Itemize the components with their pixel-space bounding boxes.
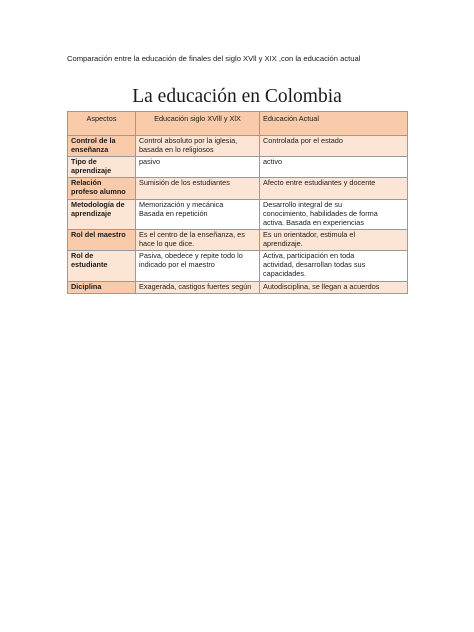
header-aspectos: Aspectos [68,112,136,136]
table-row [68,199,408,229]
row-siglo-value: Pasiva, obedece y repite todo lo indicado por el maestro [136,250,260,281]
row-aspect: Relación profeso alumno [68,177,136,199]
row-aspect: Rol de estudiante [68,250,136,281]
table-row [68,136,408,157]
table-row [68,250,408,281]
row-siglo-value: pasivo [136,156,260,177]
table-header-row [68,112,408,136]
row-aspect: Control de la enseñanza [68,136,136,157]
header-educacion-siglo: Educación siglo XVlll y XlX [136,112,260,136]
intro-line: Comparación entre la educación de finales del siglo XVll y XIX ,con la educación actual [67,54,361,63]
row-actual-value: Autodisciplina, se llegan a acuerdos [260,281,408,293]
row-actual-value: Es un orientador, estimula el aprendizaje. [260,229,408,250]
page-title: La educación en Colombia [132,86,342,107]
row-aspect: Tipo de aprendizaje [68,156,136,177]
row-aspect: Diciplina [68,281,136,293]
row-actual-value: Activa, participación en toda actividad, desarrollan todas sus capacidades. [260,250,408,281]
row-actual-value: Afecto entre estudiantes y docente [260,177,408,199]
table-row [68,281,408,293]
header-educacion-actual: Educación Actual [260,112,408,136]
comparison-table [67,111,408,294]
row-aspect: Metodología de aprendizaje [68,199,136,229]
row-siglo-value: Exagerada, castigos fuertes según [136,281,260,293]
row-actual-value: Desarrollo integral de su conocimiento, habilidades de forma activa. Basada en experiencias [260,199,408,229]
row-actual-value: activo [260,156,408,177]
row-siglo-value: Sumisión de los estudiantes [136,177,260,199]
row-siglo-value: Memorización y mecánica Basada en repetición [136,199,260,229]
row-actual-value: Controlada por el estado [260,136,408,157]
row-aspect: Rol del maestro [68,229,136,250]
row-siglo-value: Es el centro de la enseñanza, es hace lo que dice. [136,229,260,250]
table-row [68,229,408,250]
table-row [68,156,408,177]
row-siglo-value: Control absoluto por la iglesia, basada en lo religiosos [136,136,260,157]
table-row [68,177,408,199]
